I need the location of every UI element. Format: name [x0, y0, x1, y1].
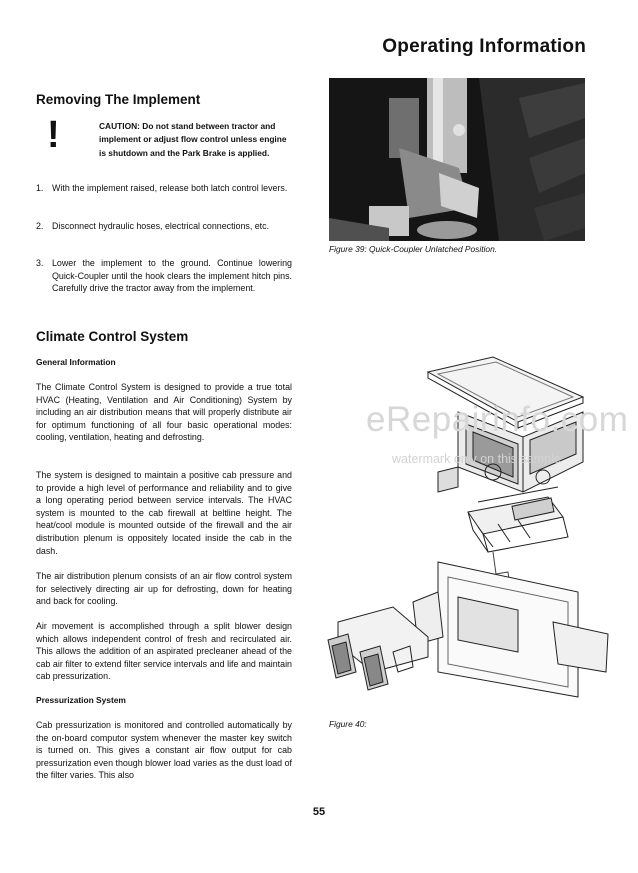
page-number: 55 [312, 806, 326, 818]
paragraph: The air distribution plenum consists of an air flow control system for selectively directing air up for defrosting, down for heating and back for cooling. [36, 571, 292, 607]
paragraph: The Climate Control System is designed to provide a true total HVAC (Heating, Ventilation and Air Conditioning) System by including an air distribution means that will properly distribute air for optimum functioning of all four basic operational modes: cooling, ventilation, heating and defrosting. [36, 382, 292, 443]
pressurization-heading: Pressurization System [36, 695, 126, 705]
removing-implement-heading: Removing The Implement [36, 92, 201, 107]
step-text: Lower the implement to the ground. Continue lowering Quick-Coupler until the hook clears the implement hitch pins. Carefully drive the tractor away from the implement. [52, 258, 292, 294]
step-text: With the implement raised, release both latch control levers. [52, 183, 288, 193]
caution-text: CAUTION: Do not stand between tractor and implement or adjust flow control unless engine is shutdown and the Park Brake is applied. [99, 121, 287, 158]
step-number: 3. [36, 258, 44, 268]
paragraph: Cab pressurization is monitored and controlled automatically by the on-board computor system whenever the master key switch is turned on. This gives a constant air flow output for cab pressurization even though blower load varies as the dust load of the filter varies. This also [36, 720, 292, 781]
page-title: Operating Information [382, 36, 586, 57]
climate-control-heading: Climate Control System [36, 329, 189, 344]
general-information-heading: General Information [36, 357, 116, 367]
figure-39-caption: Figure 39: Quick-Coupler Unlatched Position. [329, 244, 498, 254]
paragraph: The system is designed to maintain a positive cab pressure and to provide a high level of performance and reliability and to give a long operating period between service intervals. The HVAC system is mounted to the cab firewall at beltline height. The heat/cool module is mounted outside of the firewall and the air distribution plenum is oppositely located inside the cab in the dash. [36, 470, 292, 556]
watermark-subtext: watermark only on this sample [392, 452, 561, 466]
step-text: Disconnect hydraulic hoses, electrical connections, etc. [52, 221, 270, 231]
paragraph: Air movement is accomplished through a split blower design which allows independent control of fresh and recirculated air. This allows the addition of an aspirated precleaner ahead of the cab air filter to extend filter service intervals and life and maintain cab pressurization. [36, 621, 292, 682]
quick-coupler-photo-illustration [329, 78, 585, 241]
step-number: 2. [36, 221, 44, 231]
figure-40-caption: Figure 40: [329, 719, 367, 729]
watermark: eRepairinfo.com [366, 400, 629, 439]
step-number: 1. [36, 183, 44, 193]
caution-exclamation-icon: ! [47, 114, 60, 156]
quick-coupler-photo [329, 78, 585, 241]
